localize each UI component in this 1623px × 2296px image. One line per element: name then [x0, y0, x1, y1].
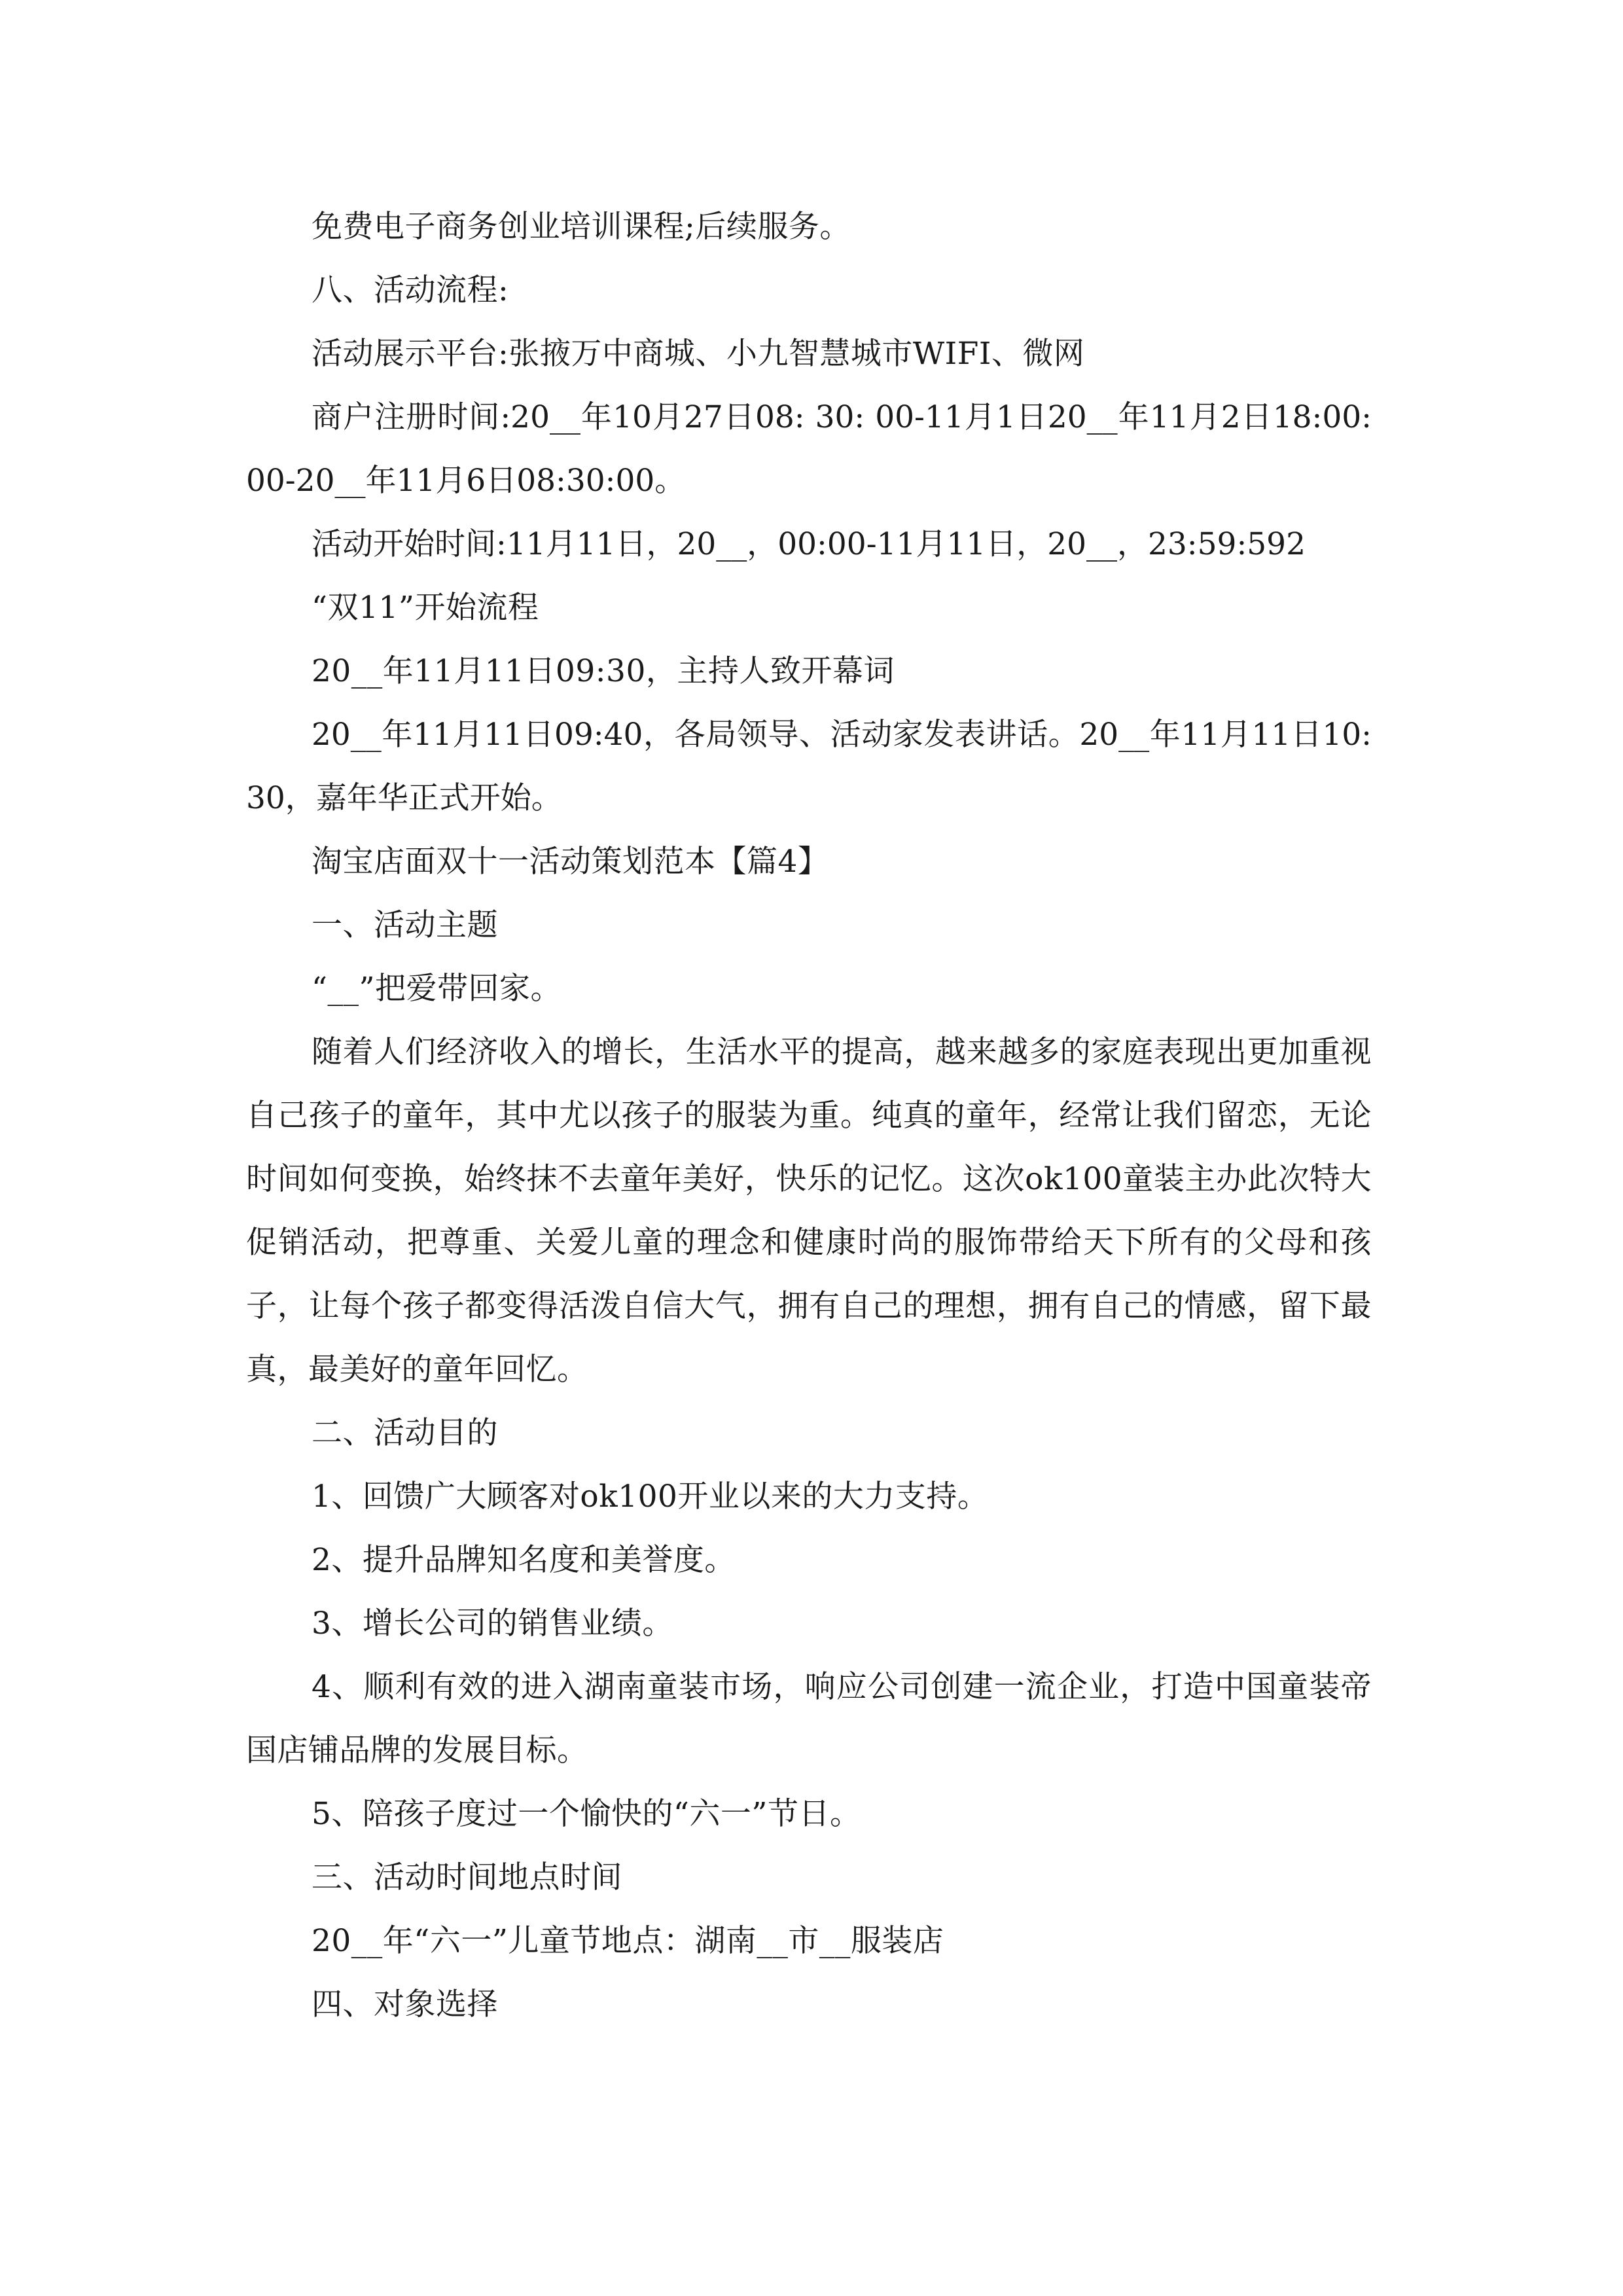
- list-item: 4、顺利有效的进入湖南童装市场，响应公司创建一流企业，打造中国童装帝国店铺品牌的发展目标。: [246, 1669, 1372, 1768]
- list-item: 1、回馈广大顾客对ok100开业以来的大力支持。: [312, 1479, 989, 1515]
- paragraph: “双11”开始流程: [312, 590, 539, 626]
- paragraph: 活动展示平台:张掖万中商城、小九智慧城市WIFI、微网: [312, 336, 1085, 372]
- document-title: 淘宝店面双十一活动策划范本【篇4】: [312, 844, 829, 880]
- list-item: 2、提升品牌知名度和美誉度。: [312, 1542, 736, 1578]
- paragraph: 免费电子商务创业培训课程;后续服务。: [312, 209, 851, 245]
- section-heading: 八、活动流程:: [312, 272, 509, 308]
- paragraph: 商户注册时间:20__年10月27日08: 30: 00-11月1日20__年11月2日18:00:00-20__年11月6日08:30:00。: [246, 399, 1372, 499]
- paragraph: 20__年11月11日09:30，主持人致开幕词: [312, 653, 895, 689]
- list-item: 3、增长公司的销售业绩。: [312, 1605, 673, 1641]
- document-body: [246, 195, 1372, 2036]
- paragraph: 20__年11月11日09:40，各局领导、活动家发表讲话。20__年11月11日10:30，嘉年华正式开始。: [246, 717, 1372, 816]
- section-heading: 二、活动目的: [312, 1415, 498, 1451]
- paragraph: 20__年“六一”儿童节地点：湖南__市__服装店: [312, 1923, 944, 1959]
- section-heading: 三、活动时间地点时间: [312, 1859, 622, 1895]
- section-heading: 四、对象选择: [312, 1986, 498, 2022]
- paragraph: “__”把爱带回家。: [312, 971, 562, 1007]
- section-heading: 一、活动主题: [312, 907, 498, 943]
- list-item: 5、陪孩子度过一个愉快的“六一”节日。: [312, 1796, 861, 1832]
- paragraph: 活动开始时间:11月11日，20__，00:00-11月11日，20__，23:59:592: [312, 526, 1306, 562]
- paragraph: 随着人们经济收入的增长，生活水平的提高，越来越多的家庭表现出更加重视自己孩子的童年，其中尤以孩子的服装为重。纯真的童年，经常让我们留恋，无论时间如何变换，始终抹不去童年美好，快乐的记忆。这次ok100童装主办此次特大促销活动，把尊重、关爱儿童的理念和健康时尚的服饰带给天下所有的父母和孩子，让每个孩子都变得活泼自信大气，拥有自己的理想，拥有自己的情感，留下最真，最美好的童年回忆。: [246, 1034, 1372, 1388]
